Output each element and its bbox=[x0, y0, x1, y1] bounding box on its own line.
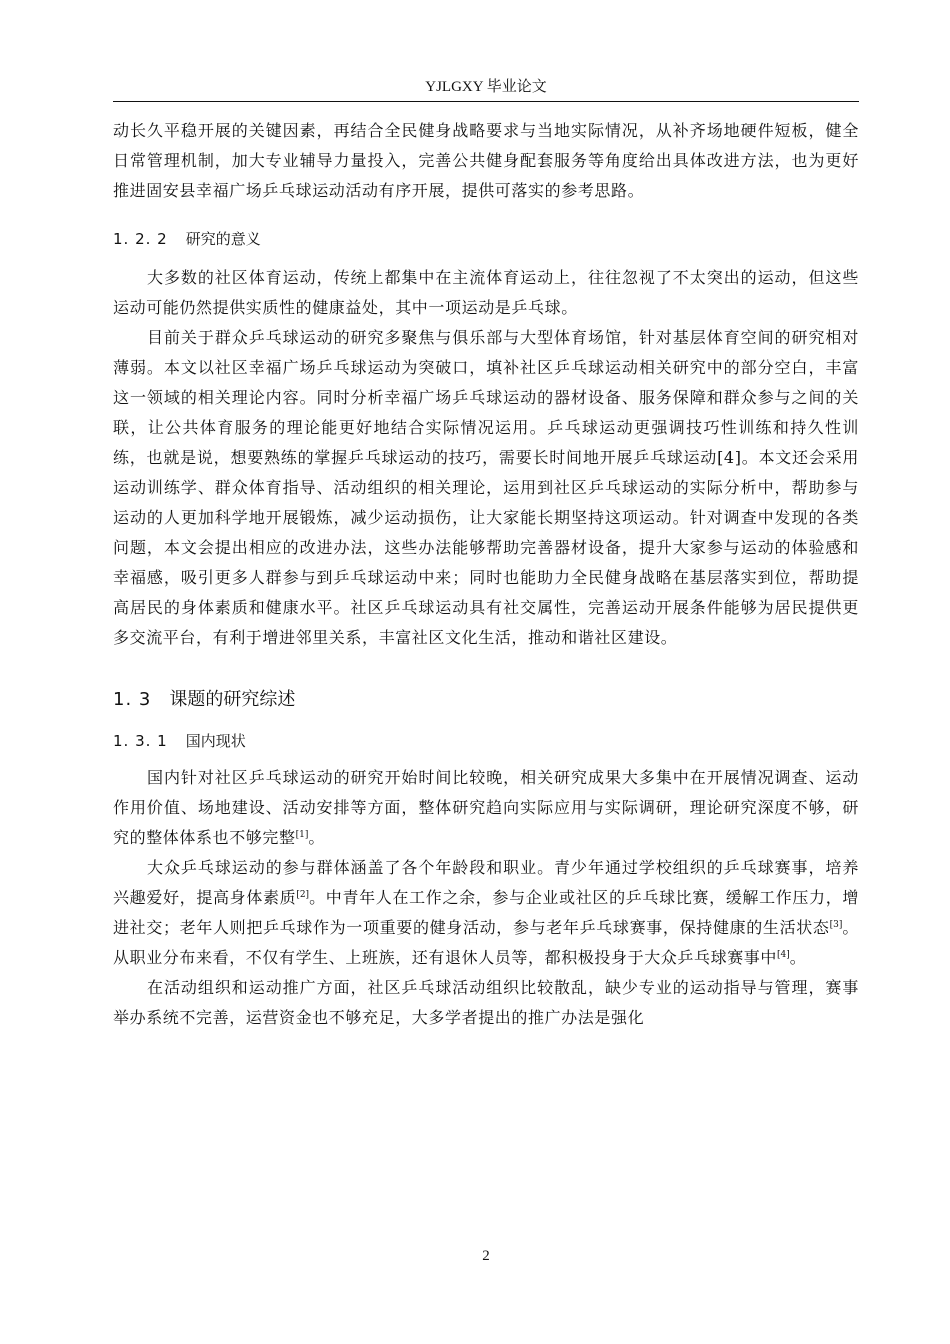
section-heading-1-3 bbox=[113, 687, 859, 713]
citation-3: [3] bbox=[829, 920, 843, 930]
citation-4: [4] bbox=[777, 950, 790, 960]
section-title: 国内现状 bbox=[185, 732, 246, 750]
section-title: 研究的意义 bbox=[185, 230, 261, 248]
paragraph-text: 国内针对社区乒乓球运动的研究开始时间比较晚，相关研究成果大多集中在开展情况调查、运动作用价值、场地建设、活动安排等方面，整体研究趋向实际应用与实际调研，理论研究深度不够，研究的整体体系也不够完整 bbox=[113, 768, 859, 847]
paragraph-text: 。中青年人在工作之余，参与企业或社区的乒乓球比赛，缓解工作压力，增进社交；老年人则把乒乓球作为一项重要的健身活动，参与老年乒乓球赛事，保持健康的生活状态 bbox=[113, 888, 859, 937]
page-number: 2 bbox=[482, 1248, 490, 1264]
section-heading-1-2-2 bbox=[113, 229, 859, 249]
section-number: 1. 3 bbox=[113, 689, 152, 710]
header-divider bbox=[113, 101, 859, 102]
intro-paragraph: 动长久平稳开展的关键因素，再结合全民健身战略要求与当地实际情况，从补齐场地硬件短板，健全日常管理机制，加大专业辅导力量投入，完善公共健身配套服务等角度给出具体改进方法，也为更好推进固安县幸福广场乒乓球运动活动有序开展，提供可落实的参考思路。 bbox=[113, 121, 859, 200]
page-body bbox=[113, 116, 859, 1033]
section-heading-1-3-1 bbox=[113, 731, 859, 751]
section-title: 课题的研究综述 bbox=[169, 689, 296, 710]
paragraph-text: 大众乒乓球运动的参与群体涵盖了各个年龄段和职业。青少年通过学校组织的乒乓球赛事，培养兴趣爱好，提高身体素质 bbox=[113, 858, 859, 907]
domestic-paragraph-3: 在活动组织和运动推广方面，社区乒乓球活动组织比较散乱，缺少专业的运动指导与管理，赛事举办系统不完善，运营资金也不够充足，大多学者提出的推广办法是强化 bbox=[113, 978, 859, 1027]
citation-2: [2] bbox=[296, 890, 310, 900]
section-number: 1. 3. 1 bbox=[113, 732, 168, 750]
paragraph-end: 。 bbox=[308, 828, 325, 847]
paragraph-end: 。 bbox=[789, 948, 807, 967]
running-header: YJLGXY 毕业论文 bbox=[425, 79, 547, 95]
paragraph-text: 。从职业分布来看，不仅有学生、上班族，还有退休人员等，都积极投身于大众乒乓球赛事中 bbox=[113, 918, 859, 967]
meaning-paragraph-1: 大多数的社区体育运动，传统上都集中在主流体育运动上，往往忽视了不太突出的运动，但这些运动可能仍然提供实质性的健康益处，其中一项运动是乒乓球。 bbox=[113, 268, 859, 317]
section-number: 1. 2. 2 bbox=[113, 230, 168, 248]
meaning-paragraph-2: 目前关于群众乒乓球运动的研究多聚焦与俱乐部与大型体育场馆，针对基层体育空间的研究相对薄弱。本文以社区幸福广场乒乓球运动为突破口，填补社区乒乓球运动相关研究中的部分空白，丰富这一领域的相关理论内容。同时分析幸福广场乒乓球运动的器材设备、服务保障和群众参与之间的关联，让公共体育服务的理论能更好地结合实际情况运用。乒乓球运动更强调技巧性训练和持久性训练，也就是说，想要熟练的掌握乒乓球运动的技巧，需要长时间地开展乒乓球运动[4]。本文还会采用运动训练学、群众体育指导、活动组织的相关理论，运用到社区乒乓球运动的实际分析中，帮助参与运动的人更加科学地开展锻炼，减少运动损伤，让大家能长期坚持这项运动。针对调查中发现的各类问题，本文会提出相应的改进办法，这些办法能够帮助完善器材设备，提升大家参与运动的体验感和幸福感，吸引更多人群参与到乒乓球运动中来；同时也能助力全民健身战略在基层落实到位，帮助提高居民的身体素质和健康水平。社区乒乓球运动具有社交属性，完善运动开展条件能够为居民提供更多交流平台，有利于增进邻里关系，丰富社区文化生活，推动和谐社区建设。 bbox=[113, 328, 859, 647]
domestic-paragraph-2 bbox=[113, 853, 859, 973]
citation-1: [1] bbox=[295, 830, 309, 840]
domestic-paragraph-1 bbox=[113, 763, 859, 853]
